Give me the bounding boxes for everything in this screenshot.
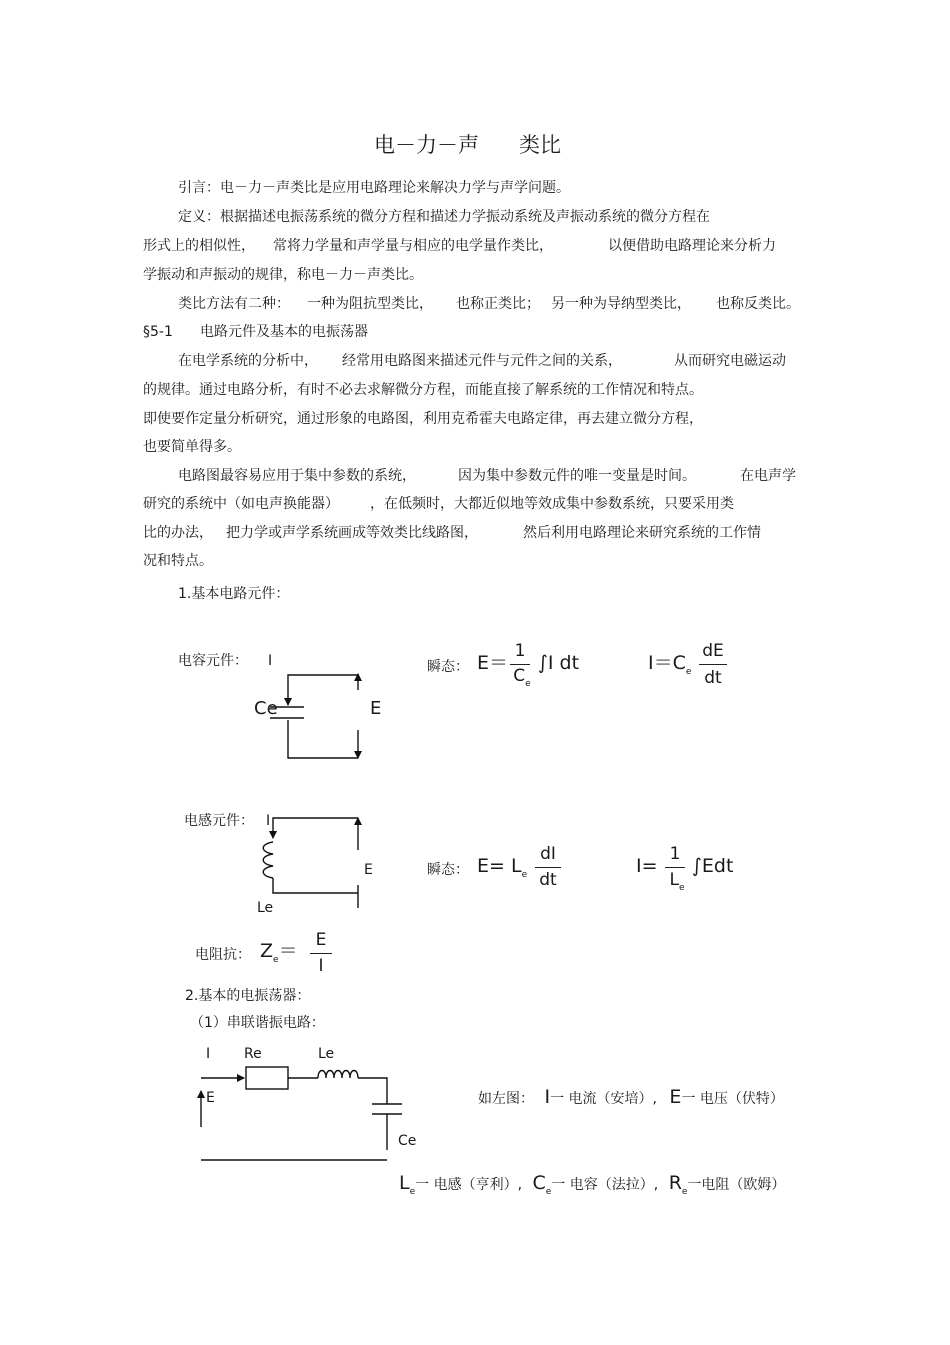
para1-line-1c: 从而研究电磁运动 [674, 353, 786, 369]
methods-b: 一种为阻抗型类比， [307, 296, 433, 312]
ind-eq1-den: dt [539, 870, 557, 890]
capacitor-label: 电容元件： [178, 653, 248, 669]
ind-eq1-lhs: $E= L_e$ [477, 855, 528, 880]
capacitor-e-label: E [370, 698, 382, 719]
definition-line-2b: 常将力学量和声学量与相应的电学量作类比， [273, 238, 553, 254]
series-re-label: Re [244, 1046, 262, 1062]
series-circuit [201, 1067, 402, 1160]
capacitor-current-label: I [268, 653, 273, 669]
para2-line-1b: 因为集中参数元件的唯一变量是时间。 [458, 468, 696, 484]
ind-eq2-num: 1 [669, 844, 681, 864]
section-number: §5-1 [143, 324, 173, 340]
cap-eq2-lhs: $I=C_e$ [648, 652, 692, 677]
cap-eq1-lhs: E＝ [477, 652, 509, 674]
inductor-le-label: Le [257, 900, 274, 916]
legend-line-2: $L_e$一 电感（亨利）, $C_e$一 电容（法拉）, $R_e$一电阻（欧姆） [399, 1172, 786, 1197]
inductor-label: 电感元件： [184, 813, 254, 829]
series-current-label: I [206, 1046, 211, 1062]
capacitor-ce-label: Ce [254, 698, 278, 719]
cap-eq2-fraction-bar [699, 664, 727, 665]
para1-line-2: 的规律。通过电路分析，有时不必去求解微分方程，而能直接了解系统的工作情况和特点。 [143, 382, 703, 398]
title-suffix: 类比 [519, 133, 561, 157]
ind-eq1-num: dI [540, 844, 556, 864]
methods-e: 也称反类比。 [716, 296, 800, 312]
cap-eq1-den: $C_e$ [513, 666, 531, 689]
series-heading: （1）串联谐振电路： [190, 1015, 325, 1031]
impedance-fraction-bar [310, 953, 332, 954]
title-main: 电－力－声 [374, 133, 479, 157]
ind-eq2-den: $L_e$ [669, 870, 685, 893]
definition-line-2c: 以便借助电路理论来分析力 [608, 238, 776, 254]
impedance-den: I [318, 956, 324, 976]
para2-line-2a: 研究的系统中（如电声换能器） [143, 496, 339, 512]
cap-eq1-fraction-bar [510, 664, 530, 665]
para2-line-1a: 电路图最容易应用于集中参数的系统， [178, 468, 416, 484]
para2-line-3c: 然后利用电路理论来研究系统的工作情 [523, 525, 761, 541]
inductor-current-label: I [266, 813, 271, 829]
para2-line-4: 况和特点。 [143, 553, 213, 569]
section-title: 电路元件及基本的电振荡器 [200, 324, 368, 340]
oscillator-heading: 2.基本的电振荡器： [185, 988, 311, 1004]
intro-text: 引言：电－力－声类比是应用电路理论来解决力学与声学问题。 [178, 180, 570, 196]
methods-a: 类比方法有二种： [178, 296, 290, 312]
series-le-label: Le [318, 1046, 335, 1062]
inductor-transient-label: 瞬态： [427, 862, 469, 878]
methods-c: 也称正类比； [456, 296, 540, 312]
ind-eq1-fraction-bar [535, 867, 561, 868]
para1-line-1a: 在电学系统的分析中， [178, 353, 318, 369]
ind-eq2-lhs: I= [636, 855, 658, 877]
basic-elements-heading: 1.基本电路元件： [178, 586, 290, 602]
para1-line-1b: 经常用电路图来描述元件与元件之间的关系， [342, 353, 622, 369]
methods-d: 另一种为导纳型类比， [551, 296, 691, 312]
capacitor-transient-label: 瞬态： [427, 659, 469, 675]
para1-line-3: 即使要作定量分析研究，通过形象的电路图，利用克希霍夫电路定律，再去建立微分方程， [143, 411, 703, 427]
cap-eq2-den: dt [704, 668, 722, 688]
cap-eq1-integral: ∫I dt [538, 652, 580, 674]
legend-line-1: 如左图： I一 电流（安培）, E一 电压（伏特） [478, 1086, 784, 1108]
para2-line-3a: 比的办法， [143, 525, 213, 541]
ind-eq2-integral: ∫Edt [692, 855, 734, 877]
para2-line-3b: 把力学或声学系统画成等效类比线路图， [226, 525, 478, 541]
ind-eq2-fraction-bar [665, 867, 685, 868]
impedance-lhs: $Z_e=$ [260, 940, 298, 965]
definition-line-1: 定义：根据描述电振荡系统的微分方程和描述力学振动系统及声振动系统的微分方程在 [178, 209, 710, 225]
impedance-num: E [315, 930, 327, 950]
cap-eq2-num: dE [702, 641, 724, 661]
para1-line-4: 也要简单得多。 [143, 439, 241, 455]
para2-line-2b: ，在低频时，大都近似地等效成集中参数系统，只要采用类 [370, 496, 734, 512]
inductor-circuit [263, 818, 358, 908]
series-e-label: E [206, 1090, 215, 1106]
definition-line-2a: 形式上的相似性， [143, 238, 255, 254]
series-ce-label: Ce [398, 1133, 417, 1149]
definition-line-3: 学振动和声振动的规律，称电－力－声类比。 [143, 267, 423, 283]
para2-line-1c: 在电声学 [740, 468, 796, 484]
cap-eq1-num: 1 [514, 641, 526, 661]
impedance-label: 电阻抗： [195, 947, 251, 963]
inductor-e-label: E [364, 862, 373, 878]
capacitor-circuit [270, 674, 358, 758]
